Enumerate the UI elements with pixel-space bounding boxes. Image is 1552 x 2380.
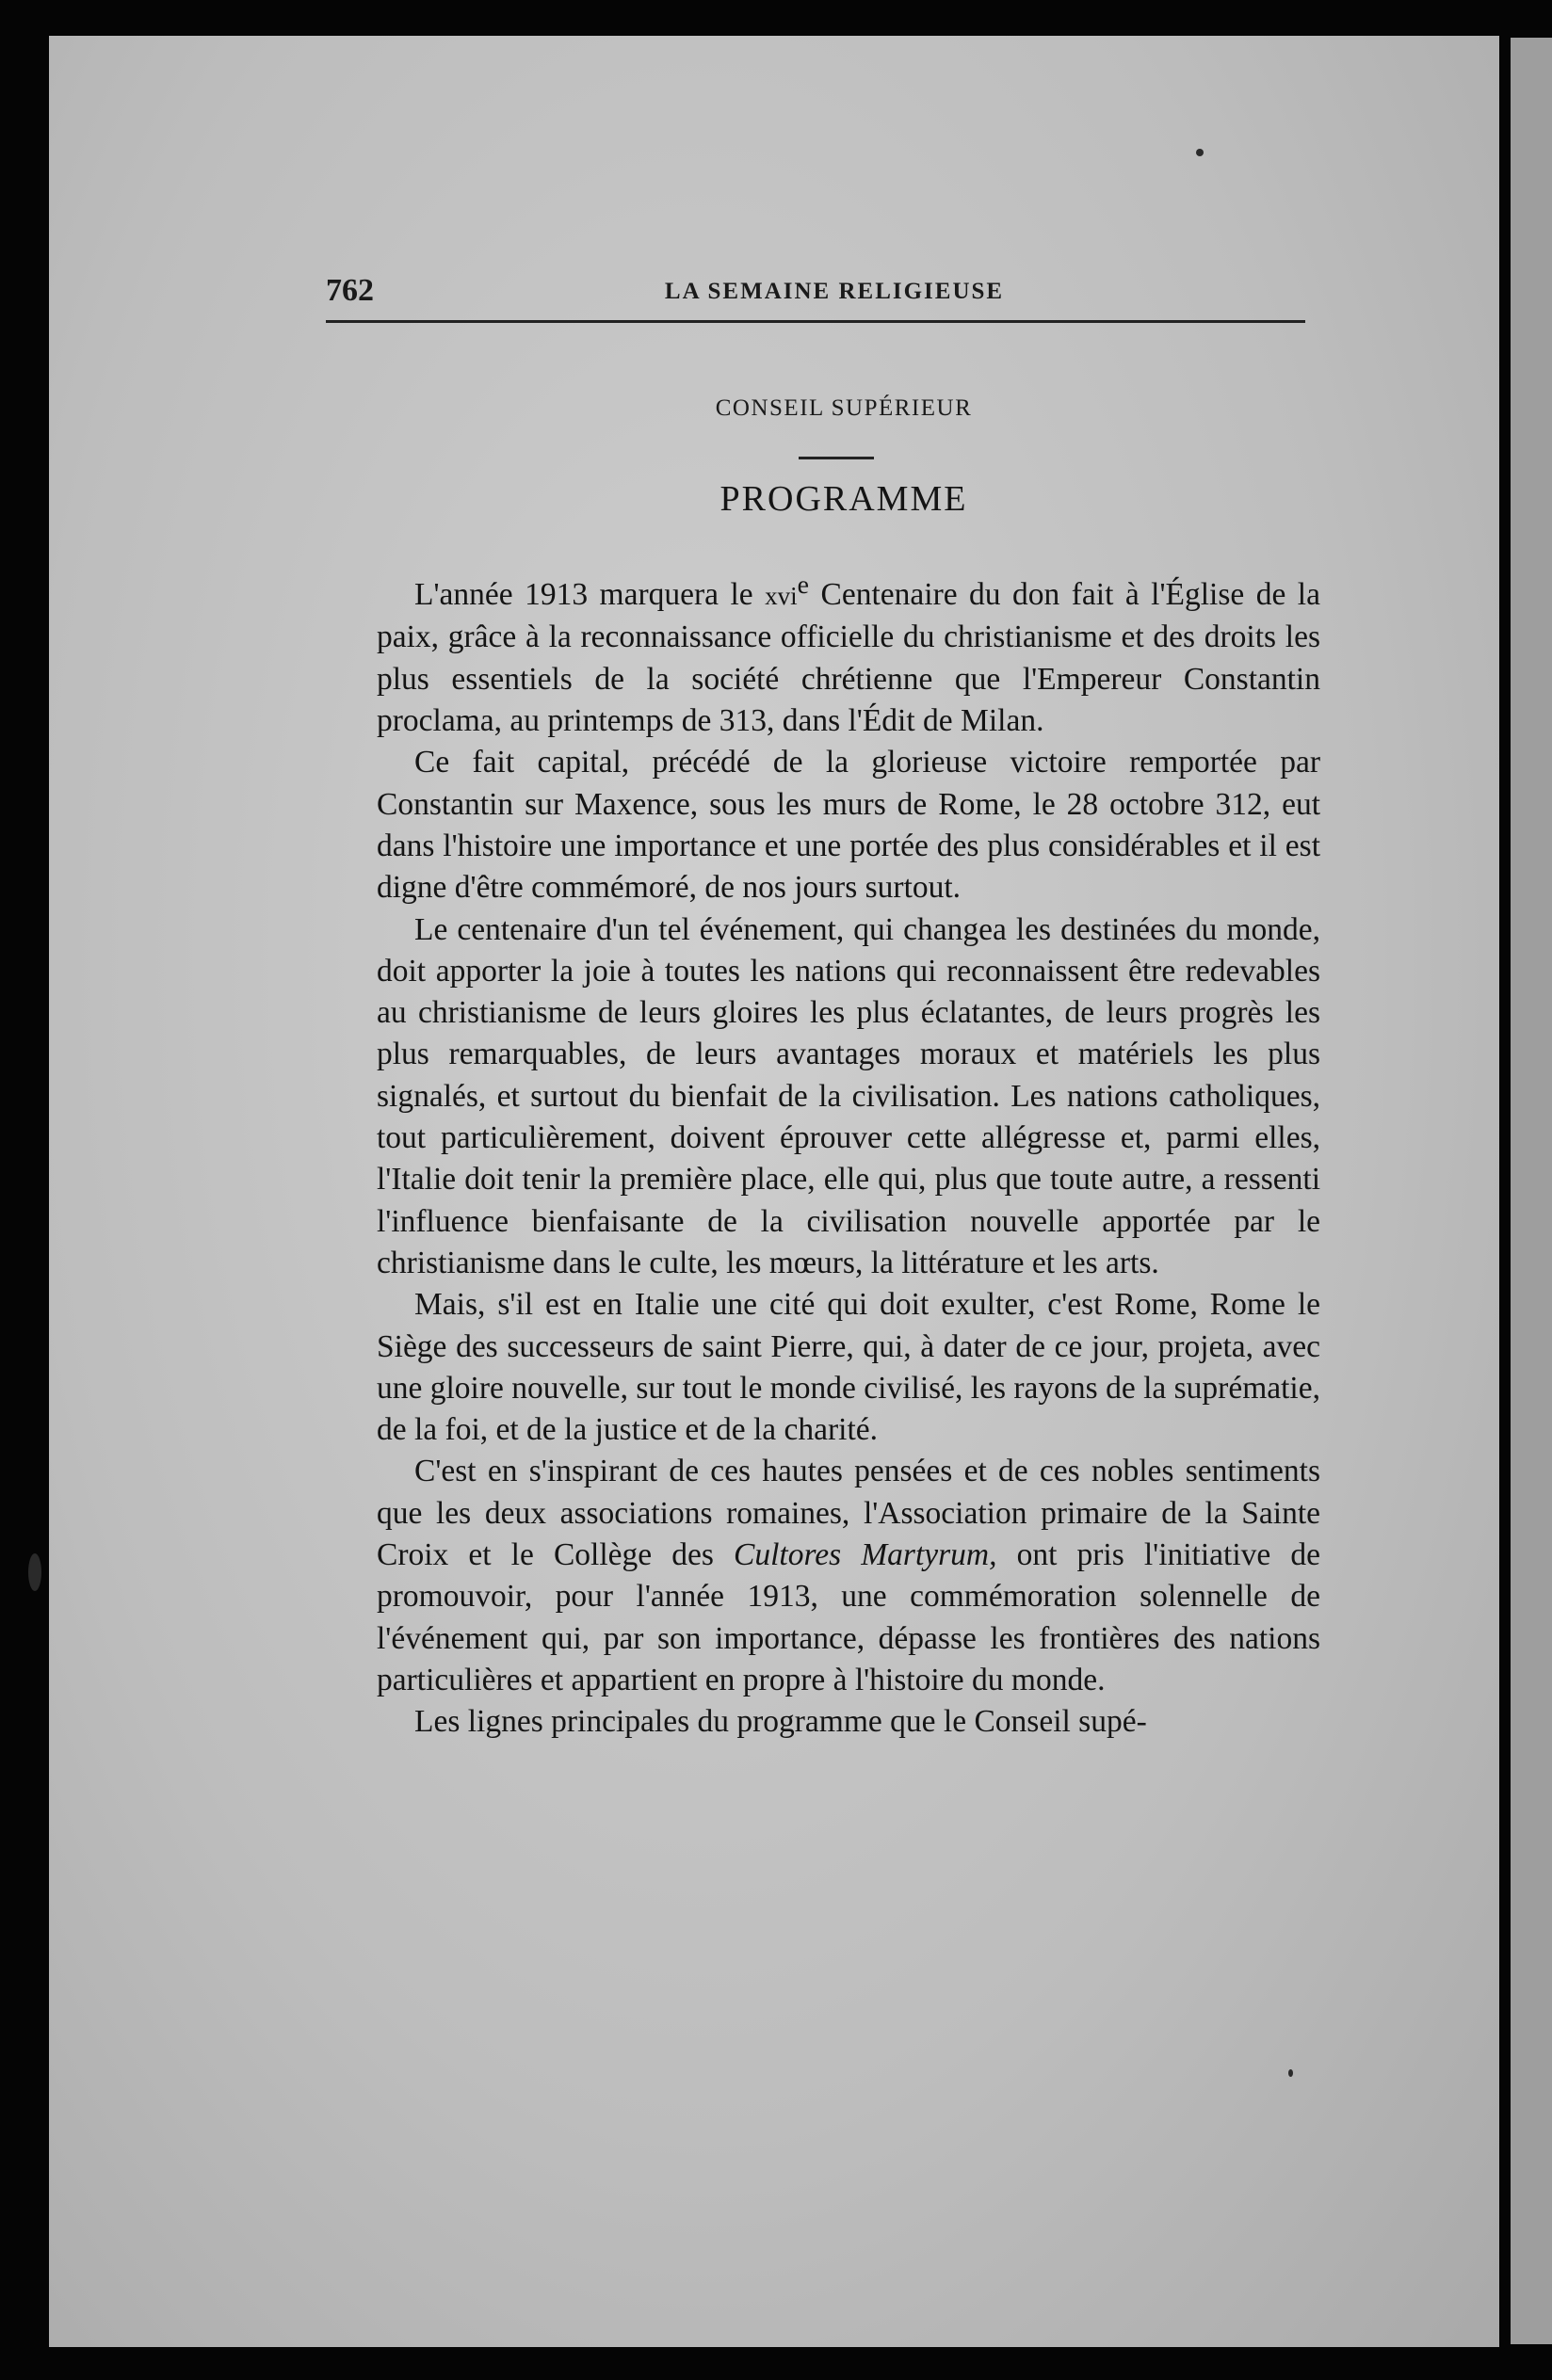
paragraph-5-end: ont pris l'initiative de promouvoir, pour l'année 1913, une commémoration solennelle de l'événement qui, par son importance, dépasse les frontières des nations particulières et appartient en propre à l'histoire du monde. (377, 1536, 1320, 1697)
paragraph-5 (377, 1451, 1320, 1701)
heading-divider (799, 457, 874, 459)
paragraph-4: Mais, s'il est en Italie une cité qui doit exulter, c'est Rome, Rome le Siège des successeurs de saint Pierre, qui, à dater de ce jour, projeta, avec une gloire nouvelle, sur tout le monde civilisé, les rayons de la suprématie, de la foi, et de la justice et de la charité. (377, 1287, 1320, 1448)
paragraph-5-start: C'est en s'inspirant de ces hautes pensées et de ces nobles sentiments que les deux associations romaines, l'Association primaire de la Sainte Croix et le Collège des (377, 1454, 1320, 1572)
header-rule (326, 320, 1305, 323)
page-header (326, 273, 1305, 320)
article-body (377, 565, 1320, 1743)
scan-speck (1196, 149, 1204, 156)
scan-speck (28, 1553, 41, 1591)
paragraph-3: Le centenaire d'un tel événement, qui changea les destinées du monde, doit apporter la joie à toutes les nations qui reconnaissent être redevables au christianisme de leurs gloires les plus éclatantes, de leurs progrès les plus remarquables, de leurs avantages moraux et matériels les plus signalés, et surtout du bienfait de la civilisation. Les nations catholiques, tout particulièrement, doivent éprouver cette allégresse et, parmi elles, l'Italie doit tenir la première place, elle qui, plus que toute autre, a ressenti l'influence bienfaisante de la civilisation nouvelle apportée par le christianisme dans le culte, les mœurs, la littérature et les arts. (377, 911, 1320, 1280)
latin-term: Cultores Martyrum, (734, 1536, 997, 1572)
paragraph-1 (377, 565, 1320, 742)
paragraph-1-start: L'année 1913 marquera le (414, 577, 766, 613)
ordinal-suffix: e (797, 571, 810, 600)
page-number: 762 (326, 273, 374, 308)
scan-speck (1288, 2069, 1293, 2077)
paragraph-6: Les lignes principales du programme que le Conseil supé- (414, 1704, 1147, 1740)
section-title: PROGRAMME (719, 479, 968, 519)
paragraph-1-end: Centenaire du don fait à l'Église de la paix, grâce à la reconnaissance officielle du christianisme et des droits les plus essentiels de la société chrétienne que l'Empereur Constantin proclama, au printemps de 313, dans l'Édit de Milan. (377, 577, 1320, 739)
running-title: LA SEMAINE RELIGIEUSE (664, 279, 1005, 304)
paragraph-2: Ce fait capital, précédé de la glorieuse victoire remportée par Constantin sur Maxence, sous les murs de Rome, le 28 octobre 312, eut dans l'histoire une importance et une portée des plus considérables et il est digne d'être commémoré, de nos jours surtout. (377, 745, 1320, 906)
roman-numeral: xvi (765, 582, 798, 611)
adjacent-page-edge (1511, 38, 1552, 2344)
section-council-heading: CONSEIL SUPÉRIEUR (715, 395, 973, 421)
